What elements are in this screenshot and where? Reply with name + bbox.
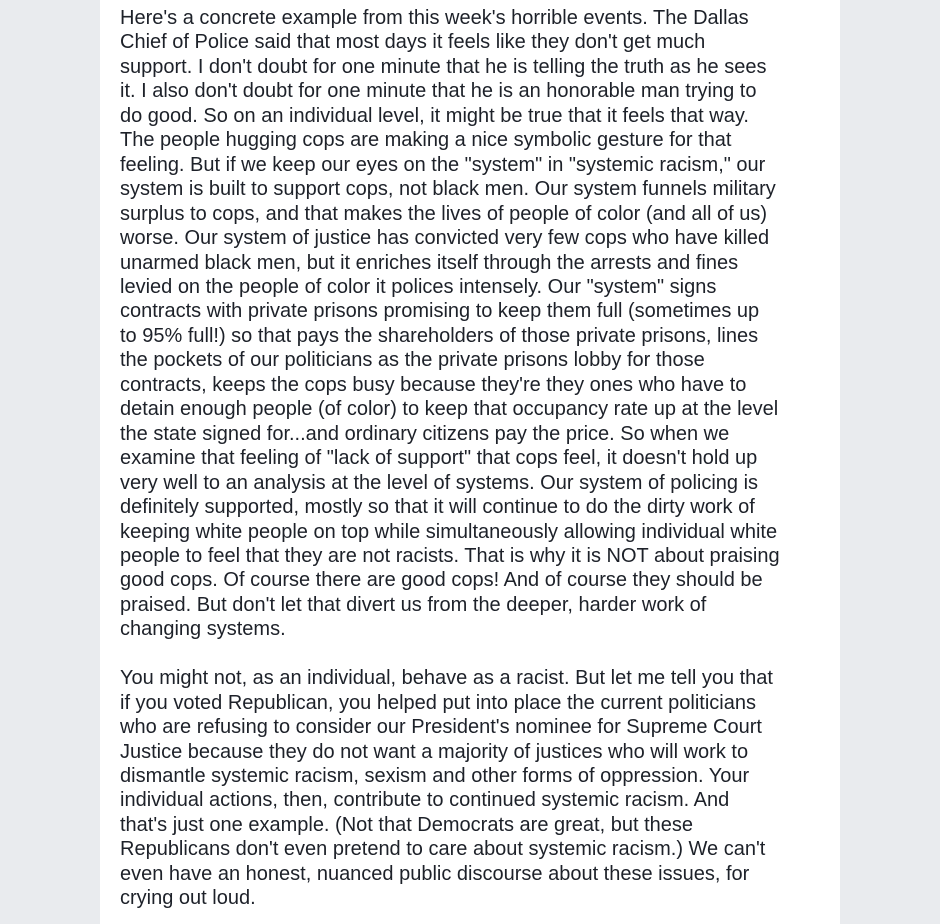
post-paragraph-1: Here's a concrete example from this week's horrible events. The Dallas Chief of Police said that most days it feels like they don't get much support. I don't doubt for one minute that he is telling the truth as he sees it. I also don't doubt for one minute that he is an honorable man trying to do good. So on an individual level, it might be true that it feels that way. The people hugging cops are making a nice symbolic gesture for that feeling. But if we keep our eyes on the "system" in "systemic racism," our system is built to support cops, not black men. Our system funnels military surplus to cops, and that makes the lives of people of color (and all of us) worse. Our system of justice has convicted very few cops who have killed unarmed black men, but it enriches itself through the arrests and fines levied on the people of color it polices intensely. Our "system" signs contracts with private prisons promising to keep them full (sometimes up to 95% full!) so that pays the shareholders of those private prisons, lines the pockets of our politicians as the private prisons lobby for those contracts, keeps the cops busy because they're they ones who have to detain enough people (of color) to keep that occupancy rate up at the level the state signed for...and ordinary citizens pay the price. So when we examine that feeling of "lack of support" that cops feel, it doesn't hold up very well to an analysis at the level of systems. Our system of policing is definitely supported, mostly so that it will continue to do the dirty work of keeping white people on top while simultaneously allowing individual white people to feel that they are not racists. That is why it is NOT about praising good cops. Of course there are good cops! And of course they should be praised. But don't let that divert us from the deeper, harder work of changing systems.: [120, 7, 780, 641]
paragraph-spacer: [120, 642, 820, 666]
post-paragraph-2: You might not, as an individual, behave as a racist. But let me tell you that if you voted Republican, you helped put into place the current politicians who are refusing to consider our President's nominee for Supreme Court Justice because they do not want a majority of justices who will work to dismantle systemic racism, sexism and other forms of oppression. Your individual actions, then, contribute to continued systemic racism. And that's just one example. (Not that Democrats are great, but these Republicans don't even pretend to care about systemic racism.) We can't even have an honest, nuanced public discourse about these issues, for crying out loud.: [120, 667, 773, 910]
post-card: [100, 0, 840, 924]
